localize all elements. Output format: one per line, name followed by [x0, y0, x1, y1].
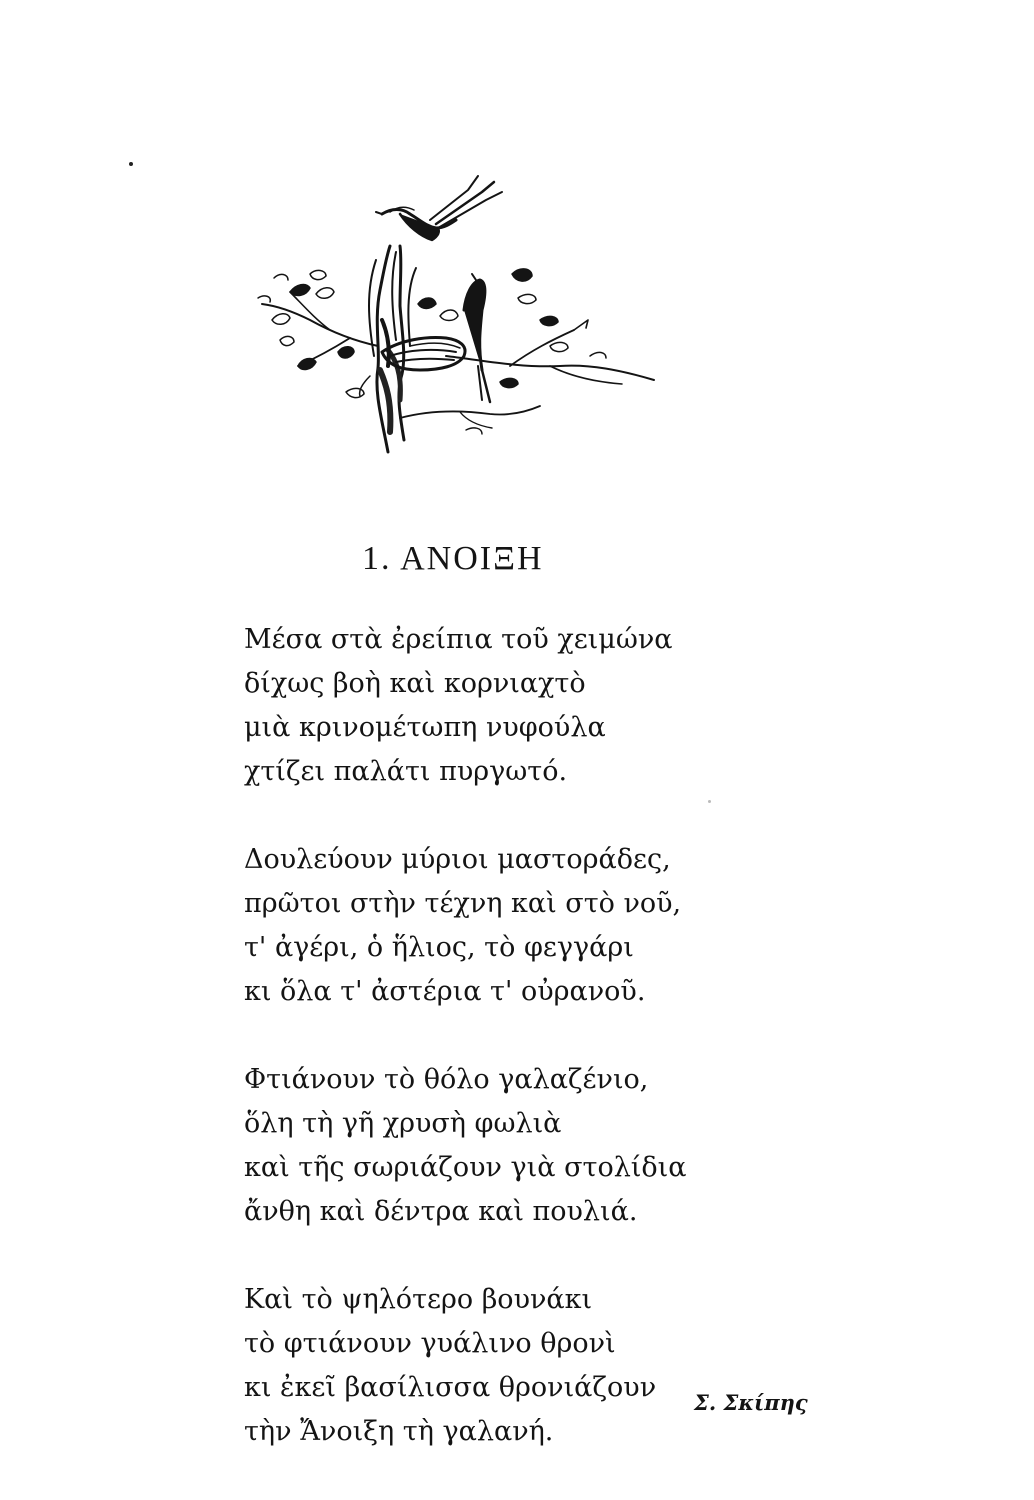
verse-line: κι ὅλα τ' ἀστέρια τ' οὐρανοῦ.: [244, 976, 646, 1007]
poem-title: 1. ΑΝΟΙΞΗ: [362, 540, 544, 577]
verse-line: κι ἐκεῖ βασίλισσα θρονιάζουν: [244, 1372, 657, 1403]
stanza: [244, 838, 714, 1014]
verse-line: πρῶτοι στὴν τέχνη καὶ στὸ νοῦ,: [244, 888, 682, 919]
stanza: [244, 1058, 714, 1234]
verse-line: τὴν Ἄνοιξη τὴ γαλανή.: [244, 1416, 554, 1447]
verse-line: δίχως βοὴ καὶ κορνιαχτὸ: [244, 668, 586, 699]
verse-line: καὶ τῆς σωριάζουν γιὰ στολίδια: [244, 1152, 687, 1183]
verse-line: τὸ φτιάνουν γυάλινο θρονὶ: [244, 1328, 616, 1359]
poem-body: [244, 618, 714, 1498]
swallows-nest-vignette-icon: [250, 170, 670, 460]
verse-line: Φτιάνουν τὸ θόλο γαλαζένιο,: [244, 1064, 649, 1095]
flying-swallow-icon: [376, 176, 502, 240]
verse-line: τ' ἀγέρι, ὁ ἥλιος, τὸ φεγγάρι: [244, 932, 634, 963]
nest-icon: [382, 338, 465, 370]
verse-line: Καὶ τὸ ψηλότερο βουνάκι: [244, 1284, 593, 1315]
ink-speck: [129, 162, 133, 166]
verse-line: μιὰ κρινομέτωπη νυφούλα: [244, 712, 606, 743]
stanza: [244, 1278, 714, 1454]
verse-line: Δουλεύουν μύριοι μαστοράδες,: [244, 844, 671, 875]
verse-line: ἄνθη καὶ δέντρα καὶ πουλιά.: [244, 1196, 638, 1227]
verse-line: χτίζει παλάτι πυργωτό.: [244, 756, 568, 787]
poem-author: Σ. Σκίπης: [694, 1390, 808, 1415]
verse-line: Μέσα στὰ ἐρείπια τοῦ χειμώνα: [244, 624, 673, 655]
verse-line: ὅλη τὴ γῆ χρυσὴ φωλιὰ: [244, 1108, 562, 1139]
perched-swallow-icon: [464, 274, 490, 402]
stanza: [244, 618, 714, 794]
